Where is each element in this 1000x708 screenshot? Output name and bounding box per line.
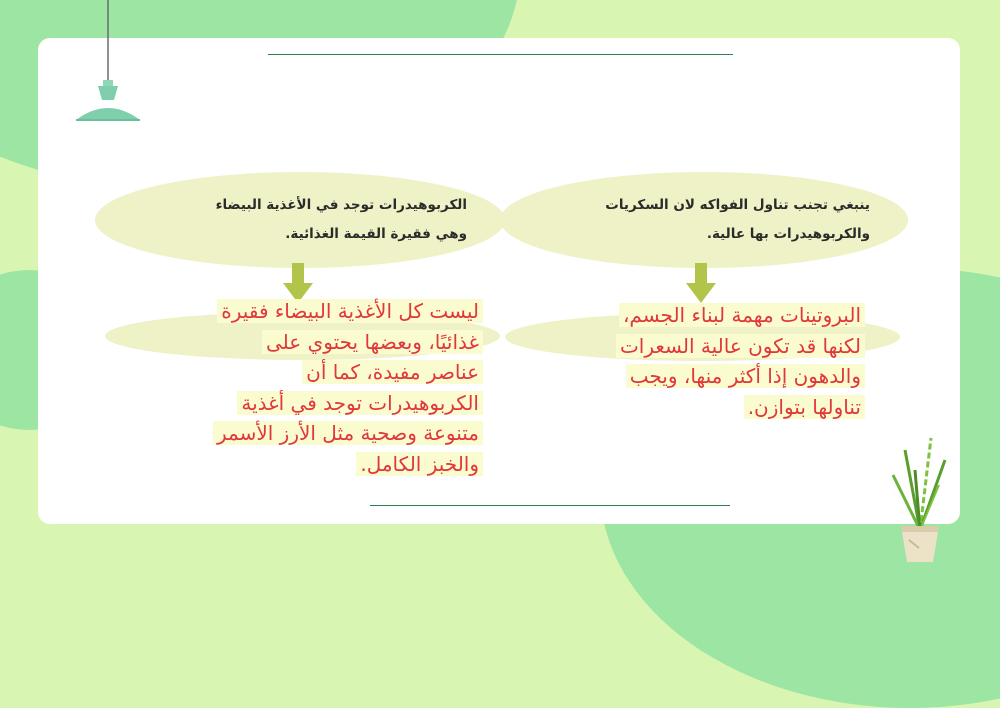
answer-right-line: والدهون إذا أكثر منها، ويجب (626, 364, 865, 388)
question-right-line2: والكربوهيدرات بها عالية. (706, 226, 870, 242)
question-left-line1: الكربوهيدرات توجد في الأغذية البيضاء (215, 197, 467, 213)
answer-left-line: ليست كل الأغذية البيضاء فقيرة (217, 299, 483, 323)
answer-left-line: الكربوهيدرات توجد في أغذية (237, 391, 483, 415)
question-left-line2: وهي فقيرة القيمة الغذائية. (285, 226, 467, 242)
bottom-rule-line (370, 505, 730, 506)
answer-right (530, 300, 865, 422)
answer-left-line: غذائيًا، وبعضها يحتوي على (262, 330, 483, 354)
top-rule-line (268, 54, 733, 55)
answer-right-line: البروتينات مهمة لبناء الجسم، (619, 303, 865, 327)
question-right-line1: ينبغي تجنب تناول الفواكه لان السكريات (605, 197, 870, 213)
potted-plant-icon (885, 430, 955, 562)
question-oval-left (95, 172, 505, 268)
answer-left-line: عناصر مفيدة، كما أن (302, 360, 483, 384)
answer-right-line: تناولها بتوازن. (744, 395, 865, 419)
arrow-down-icon (686, 263, 716, 303)
answer-left (118, 296, 483, 479)
answer-right-line: لكنها قد تكون عالية السعرات (616, 334, 865, 358)
answer-left-line: متنوعة وصحية مثل الأرز الأسمر (213, 421, 483, 445)
question-oval-right (500, 172, 908, 268)
hanging-lamp-icon (74, 0, 142, 125)
answer-left-line: والخبز الكامل. (356, 452, 483, 476)
